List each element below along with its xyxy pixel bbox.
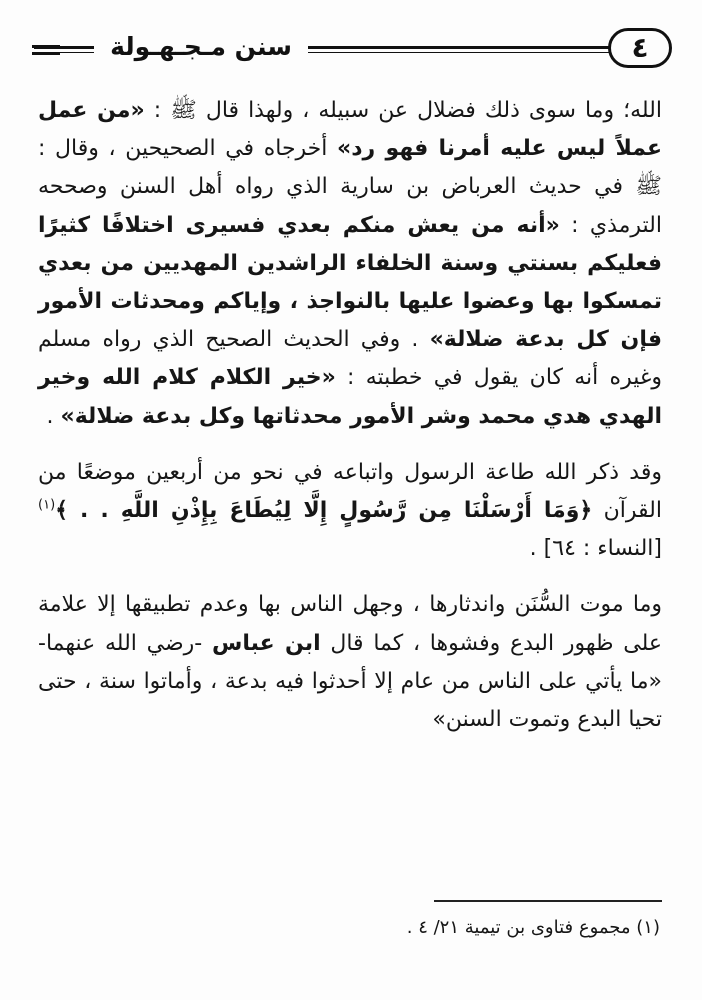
body-text: . — [46, 403, 61, 429]
paragraph — [38, 92, 662, 436]
header-dash-bottom — [32, 52, 60, 55]
paragraph — [38, 454, 662, 569]
header-dash-top — [32, 45, 60, 48]
footnote-reference: (١) — [38, 497, 56, 513]
page-number-frame — [608, 28, 672, 68]
quoted-text: ابن عباس — [211, 630, 321, 656]
quoted-text: «من عمل عملاً ليس عليه أمرنا فهو رد» — [38, 98, 662, 162]
page-number: ٤ — [631, 31, 649, 64]
main-text — [38, 92, 662, 739]
paragraph — [38, 586, 662, 739]
quoted-text: «أنه من يعش منكم بعدي فسيرى اختلافًا كثيرًا فعليكم بسنتي وسنة الخلفاء الراشدين المهديين من بعدي تمسكوا بها وعضوا عليها بالنواجذ ، وإياكم ومحدثات الأمور فإن كل بدعة ضلالة» — [38, 212, 663, 353]
body-text: وقد ذكر الله طاعة الرسول واتباعه في نحو من أربعين موضعًا من القرآن — [38, 459, 662, 524]
footnote: (١) مجموع فتاوى بن تيمية ٢١/ ٤ . — [406, 917, 660, 938]
page-header — [30, 28, 672, 72]
running-title: سنن مـجـهـولة — [110, 32, 292, 61]
body-text: [النساء : ٦٤] . — [529, 536, 662, 562]
body-text: الله؛ وما سوى ذلك فضلال عن سبيله ، ولهذا قال ﷺ : — [144, 98, 662, 123]
body-text: وما موت السُّنَن واندثارها ، وجهل الناس بها وعدم تطبيقها إلا علامة على ظهور البدع وفشوها ، كما قال — [38, 592, 662, 656]
body-text: -رضي الله عنهما- «ما يأتي على الناس من عام إلا أحدثوا فيه بدعة ، وأماتوا سنة ، حتى تحيا البدع وتموت السنن» — [38, 630, 662, 733]
body-text: . وفي الحديث الصحيح الذي رواه مسلم وغيره أنه كان يقول في خطبته : — [38, 327, 662, 391]
body-text: أخرجاه في الصحيحين ، وقال : ﷺ في حديث العرباض بن سارية الذي رواه أهل السنن وصححه الترمذي : — [38, 136, 662, 238]
footnote-separator — [434, 900, 662, 902]
quoted-text: «خير الكلام كلام الله وخير الهدي هدي محمد وشر الأمور محدثاتها وكل بدعة ضلالة» — [38, 365, 662, 429]
quoted-text: ﴿وَمَا أَرْسَلْنَا مِن رَّسُولٍ إِلَّا لِيُطَاعَ بِإِذْنِ اللَّهِ . . ﴾ — [55, 498, 593, 524]
